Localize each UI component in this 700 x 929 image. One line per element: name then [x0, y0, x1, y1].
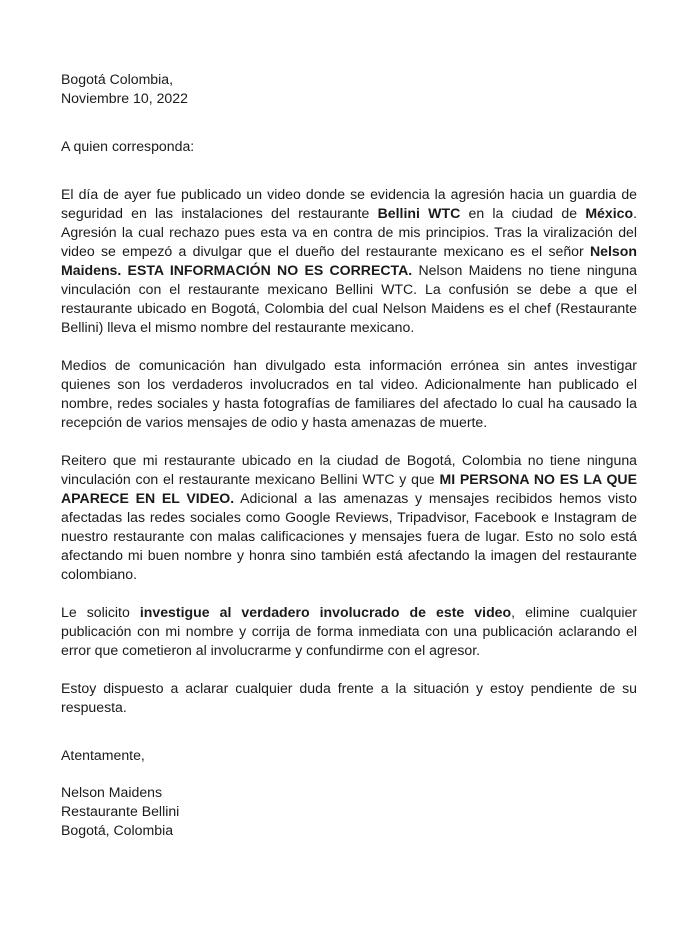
letter-body — [61, 70, 637, 840]
paragraph-1-text-3: . Agresión la cual rechazo pues esta va en contra de mis principios. Tras la viralización del video se empezó a divulgar que el dueño del restaurante mexicano es el señor — [61, 205, 638, 259]
paragraph-1-text-1: El día de ayer fue publicado un video donde se evidencia la agresión hacia un guardia de seguridad en las instalaciones del restaurante — [61, 186, 637, 221]
signature-location: Bogotá, Colombia — [61, 822, 174, 838]
signature-name: Nelson Maidens — [61, 784, 163, 800]
paragraph-3-bold-1: MI PERSONA NO ES LA QUE APARECE EN EL VIDEO. — [61, 471, 638, 506]
paragraph-5-text-1: Estoy dispuesto a aclarar cualquier duda frente a la situación y estoy pendiente de su respuesta. — [61, 680, 637, 715]
paragraph-1-bold-1: Bellini WTC — [377, 205, 461, 221]
paragraph-4-text-1: Le solicito — [61, 604, 140, 620]
letter-place: Bogotá Colombia, — [61, 71, 174, 87]
paragraph-5 — [61, 679, 637, 717]
paragraph-2-text-1: Medios de comunicación han divulgado esta información errónea sin antes investigar quienes son los verdaderos involucrados en tal video. Adicionalmente han publicado el nombre, redes sociales y hasta fotografías de familiares del afectado lo cual ha causado la recepción de varios mensajes de odio y hasta amenazas de muerte. — [61, 357, 637, 430]
paragraph-1-text-4: Nelson Maidens no tiene ninguna vinculación con el restaurante mexicano Bellini WTC. La confusión se debe a que el restaurante ubicado en Bogotá, Colombia del cual Nelson Maidens es el chef (Restaurante Bellini) lleva el mismo nombre del restaurante mexicano. — [61, 262, 637, 335]
letter-closing: Atentamente, — [61, 747, 145, 763]
paragraph-4-bold-1: investigue al verdadero involucrado de este video — [139, 604, 512, 620]
letter-header — [61, 70, 637, 108]
paragraph-1 — [61, 185, 637, 337]
signature-block — [61, 783, 637, 840]
paragraph-1-bold-3: Nelson Maidens. ESTA INFORMACIÓN NO ES CORRECTA. — [61, 243, 637, 278]
paragraph-3-text-1: Reitero que mi restaurante ubicado en la ciudad de Bogotá, Colombia no tiene ninguna vinculación con el restaurante mexicano Bellini WTC y que — [61, 452, 637, 487]
letter-salutation: A quien corresponda: — [61, 138, 195, 154]
paragraph-3-text-2: Adicional a las amenazas y mensajes recibidos hemos visto afectadas las redes sociales como Google Reviews, Tripadvisor, Facebook e Instagram de nuestro restaurante con malas calificaciones y mensajes fuera de lugar. Esto no solo está afectando mi buen nombre y honra sino también está afectando la imagen del restaurante colombiano. — [61, 490, 637, 582]
paragraph-1-bold-2: México — [585, 205, 634, 221]
signature-restaurant: Restaurante Bellini — [61, 803, 180, 819]
paragraph-1-text-2: en la ciudad de — [460, 205, 586, 221]
paragraph-4-text-2: , elimine cualquier publicación con mi nombre y corrija de forma inmediata con una publicación aclarando el error que cometieron al involucrarme y confundirme con el agresor. — [61, 604, 637, 658]
letter-date: Noviembre 10, 2022 — [61, 90, 188, 106]
paragraph-2 — [61, 356, 637, 432]
paragraph-4 — [61, 603, 637, 660]
paragraph-3 — [61, 451, 637, 584]
